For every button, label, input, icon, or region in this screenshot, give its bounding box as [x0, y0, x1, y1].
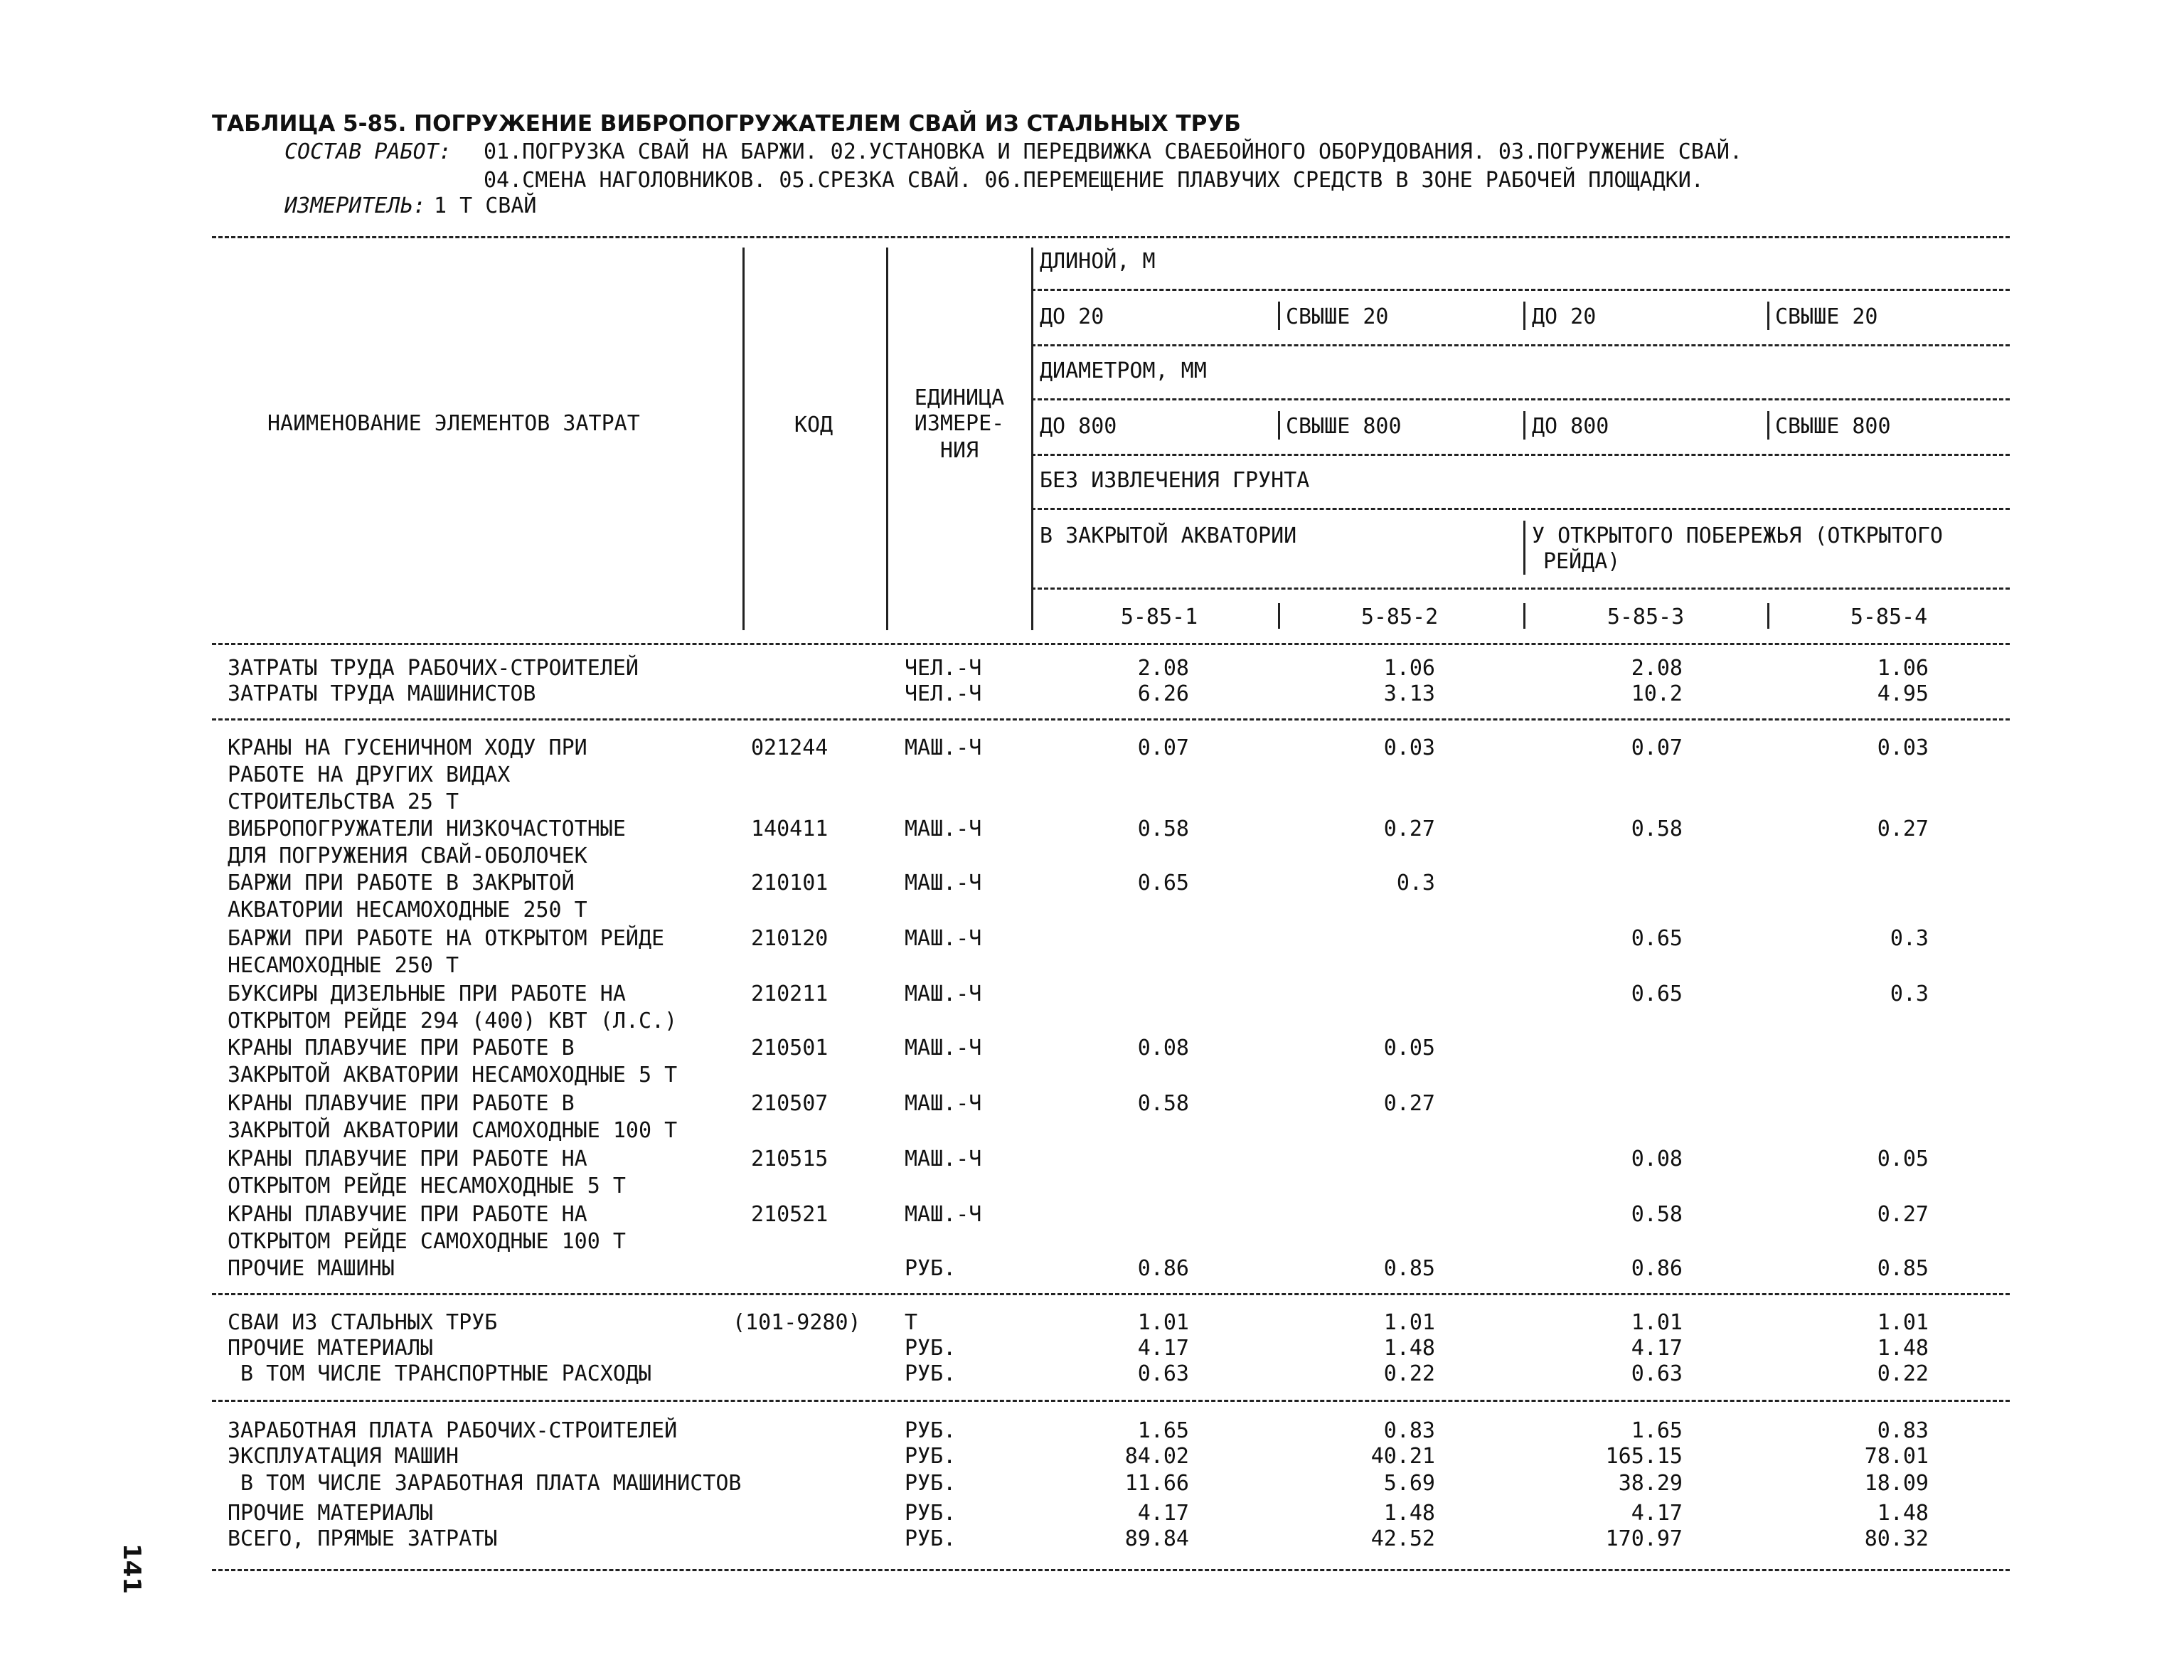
row-name: ЗАРАБОТНАЯ ПЛАТА РАБОЧИХ-СТРОИТЕЛЕЙ	[228, 1418, 678, 1443]
rule-top	[212, 236, 2010, 238]
header-diameter-col-3: ДО 800	[1532, 414, 1609, 439]
row-code: 210101	[751, 871, 829, 895]
row-unit: МАШ.-Ч	[905, 926, 982, 951]
row-name: БАРЖИ ПРИ РАБОТЕ В ЗАКРЫТОЙ	[228, 871, 575, 895]
row-name: КРАНЫ НА ГУСЕНИЧНОМ ХОДУ ПРИ	[228, 735, 587, 760]
row-value: 0.83	[1877, 1418, 1929, 1443]
row-unit: МАШ.-Ч	[905, 1202, 982, 1227]
row-value: 40.21	[1370, 1444, 1435, 1469]
header-unit-2: ИЗМЕРЕ-	[914, 411, 1005, 436]
row-value: 1.01	[1877, 1310, 1929, 1335]
row-value: 4.17	[1631, 1336, 1683, 1361]
row-value: 0.83	[1383, 1418, 1435, 1443]
row-value: 0.86	[1137, 1256, 1189, 1281]
row-code: 210507	[751, 1091, 829, 1116]
row-value: 1.06	[1877, 656, 1929, 681]
row-value: 4.17	[1631, 1501, 1683, 1526]
row-value: 0.08	[1631, 1147, 1683, 1171]
vbar-open	[1523, 521, 1525, 575]
vbar-name-code	[742, 248, 745, 630]
row-value: 1.48	[1877, 1501, 1929, 1526]
row-value: 1.06	[1383, 656, 1435, 681]
rule-h2	[1031, 344, 2010, 346]
header-unit-1: ЕДИНИЦА	[914, 386, 1005, 410]
table-title: ТАБЛИЦА 5-85. ПОГРУЖЕНИЕ ВИБРОПОГРУЖАТЕЛЕМ СВАЙ ИЗ СТАЛЬНЫХ ТРУБ	[212, 111, 1241, 137]
vbar-dia-3	[1523, 411, 1525, 440]
row-value: 0.27	[1877, 1202, 1929, 1227]
row-value: 6.26	[1137, 681, 1189, 706]
row-value: 4.17	[1137, 1501, 1189, 1526]
row-unit: РУБ.	[905, 1471, 957, 1496]
row-name: ЭКСПЛУАТАЦИЯ МАШИН	[228, 1444, 459, 1469]
row-value: 0.05	[1877, 1147, 1929, 1171]
header-closed: В ЗАКРЫТОЙ АКВАТОРИИ	[1040, 523, 1297, 548]
row-value: 84.02	[1124, 1444, 1189, 1469]
row-unit: РУБ.	[905, 1526, 957, 1551]
measure-value: 1 Т СВАЙ	[434, 193, 537, 218]
row-value: 1.01	[1631, 1310, 1683, 1335]
row-value: 18.09	[1864, 1471, 1929, 1496]
row-value: 0.85	[1877, 1256, 1929, 1281]
work-label: СОСТАВ РАБОТ:	[284, 139, 452, 164]
row-value: 0.27	[1383, 817, 1435, 841]
row-name: ОТКРЫТОМ РЕЙДЕ САМОХОДНЫЕ 100 Т	[228, 1229, 626, 1254]
row-name: ЗАКРЫТОЙ АКВАТОРИИ САМОХОДНЫЕ 100 Т	[228, 1118, 678, 1143]
header-code-col-4: 5-85-4	[1850, 605, 1928, 629]
row-name: ДЛЯ ПОГРУЖЕНИЯ СВАЙ-ОБОЛОЧЕК	[228, 844, 587, 868]
row-code: 140411	[751, 817, 829, 841]
row-value: 10.2	[1631, 681, 1683, 706]
row-code: 021244	[751, 735, 829, 760]
row-name: БАРЖИ ПРИ РАБОТЕ НА ОТКРЫТОМ РЕЙДЕ	[228, 926, 665, 951]
row-value: 2.08	[1137, 656, 1189, 681]
row-value: 0.58	[1631, 1202, 1683, 1227]
row-unit: МАШ.-Ч	[905, 817, 982, 841]
page-number: 141	[117, 1543, 146, 1594]
row-code: 210515	[751, 1147, 829, 1171]
row-value: 0.65	[1137, 871, 1189, 895]
row-value: 0.65	[1631, 982, 1683, 1006]
row-name: КРАНЫ ПЛАВУЧИЕ ПРИ РАБОТЕ НА	[228, 1147, 587, 1171]
row-value: 38.29	[1618, 1471, 1683, 1496]
row-name: ЗАТРАТЫ ТРУДА МАШИНИСТОВ	[228, 681, 536, 706]
row-value: 0.22	[1383, 1361, 1435, 1386]
row-code: 210521	[751, 1202, 829, 1227]
row-name: ПРОЧИЕ МАШИНЫ	[228, 1256, 395, 1281]
row-value: 0.07	[1137, 735, 1189, 760]
row-value: 0.03	[1383, 735, 1435, 760]
row-value: 0.03	[1877, 735, 1929, 760]
row-value: 1.48	[1383, 1336, 1435, 1361]
row-name: СВАИ ИЗ СТАЛЬНЫХ ТРУБ	[228, 1310, 498, 1335]
row-unit: РУБ.	[905, 1361, 957, 1386]
header-length-col-3: ДО 20	[1532, 304, 1597, 329]
row-value: 11.66	[1124, 1471, 1189, 1496]
row-value: 0.58	[1137, 817, 1189, 841]
row-name: СТРОИТЕЛЬСТВА 25 Т	[228, 790, 459, 814]
row-value: 1.48	[1383, 1501, 1435, 1526]
row-name: РАБОТЕ НА ДРУГИХ ВИДАХ	[228, 762, 511, 787]
header-code-col-1: 5-85-1	[1120, 605, 1198, 629]
rule-bottom	[212, 1569, 2010, 1571]
row-name: В ТОМ ЧИСЛЕ ЗАРАБОТНАЯ ПЛАТА МАШИНИСТОВ	[228, 1471, 742, 1496]
row-value: 0.3	[1396, 871, 1435, 895]
row-value: 0.65	[1631, 926, 1683, 951]
header-unit-3: НИЯ	[939, 438, 979, 463]
row-value: 165.15	[1605, 1444, 1683, 1469]
vbar-code-4	[1767, 603, 1769, 629]
header-length-col-2: СВЫШЕ 20	[1286, 304, 1389, 329]
row-unit: ЧЕЛ.-Ч	[905, 681, 982, 706]
row-value: 1.65	[1137, 1418, 1189, 1443]
row-name: КРАНЫ ПЛАВУЧИЕ ПРИ РАБОТЕ НА	[228, 1202, 587, 1227]
row-code: 210211	[751, 982, 829, 1006]
work-line-2: 04.СМЕНА НАГОЛОВНИКОВ. 05.СРЕЗКА СВАЙ. 06.ПЕРЕМЕЩЕНИЕ ПЛАВУЧИХ СРЕДСТВ В ЗОНЕ РАБОЧЕЙ ПЛОЩАДКИ.	[484, 168, 1704, 193]
row-value: 4.17	[1137, 1336, 1189, 1361]
row-unit: РУБ.	[905, 1444, 957, 1469]
rule-labor-bottom	[212, 718, 2010, 721]
row-value: 3.13	[1383, 681, 1435, 706]
header-diameter-col-4: СВЫШЕ 800	[1775, 414, 1891, 439]
row-unit: МАШ.-Ч	[905, 735, 982, 760]
row-code: 210501	[751, 1036, 829, 1060]
row-value: 0.86	[1631, 1256, 1683, 1281]
row-code: 210120	[751, 926, 829, 951]
row-value: 0.27	[1877, 817, 1929, 841]
rule-h4	[1031, 454, 2010, 456]
row-name: КРАНЫ ПЛАВУЧИЕ ПРИ РАБОТЕ В	[228, 1036, 575, 1060]
row-value: 0.3	[1890, 926, 1929, 951]
row-value: 42.52	[1370, 1526, 1435, 1551]
header-code: КОД	[794, 413, 833, 437]
row-value: 0.08	[1137, 1036, 1189, 1060]
row-value: 80.32	[1864, 1526, 1929, 1551]
row-unit: РУБ.	[905, 1418, 957, 1443]
vbar-len-4	[1767, 302, 1769, 330]
rule-materials-bottom	[212, 1400, 2010, 1402]
row-value: 0.3	[1890, 982, 1929, 1006]
row-unit: МАШ.-Ч	[905, 871, 982, 895]
row-value: 0.58	[1137, 1091, 1189, 1116]
row-value: 0.05	[1383, 1036, 1435, 1060]
vbar-code-3	[1523, 603, 1525, 629]
work-line-1: 01.ПОГРУЗКА СВАЙ НА БАРЖИ. 02.УСТАНОВКА И ПЕРЕДВИЖКА СВАЕБОЙНОГО ОБОРУДОВАНИЯ. 03.ПОГРУЖЕНИЕ СВАЙ.	[484, 139, 1743, 164]
row-unit: ЧЕЛ.-Ч	[905, 656, 982, 681]
header-open-2: РЕЙДА)	[1543, 549, 1621, 574]
row-value: 0.63	[1137, 1361, 1189, 1386]
header-length-col-4: СВЫШЕ 20	[1775, 304, 1878, 329]
row-name: АКВАТОРИИ НЕСАМОХОДНЫЕ 250 Т	[228, 898, 587, 923]
vbar-dia-4	[1767, 411, 1769, 440]
row-value: 0.63	[1631, 1361, 1683, 1386]
row-name: В ТОМ ЧИСЛЕ ТРАНСПОРТНЫЕ РАСХОДЫ	[228, 1361, 652, 1386]
row-name: ПРОЧИЕ МАТЕРИАЛЫ	[228, 1501, 433, 1526]
row-value: 0.22	[1877, 1361, 1929, 1386]
vbar-dia-2	[1278, 411, 1280, 440]
row-value: 0.58	[1631, 817, 1683, 841]
row-unit: РУБ.	[905, 1256, 957, 1281]
vbar-len-2	[1278, 302, 1280, 330]
row-value: 1.01	[1383, 1310, 1435, 1335]
row-unit: МАШ.-Ч	[905, 982, 982, 1006]
vbar-code-2	[1278, 603, 1280, 629]
row-value: 1.65	[1631, 1418, 1683, 1443]
row-name: ОТКРЫТОМ РЕЙДЕ НЕСАМОХОДНЫЕ 5 Т	[228, 1174, 626, 1198]
header-diameter: ДИАМЕТРОМ, ММ	[1040, 358, 1207, 383]
row-unit: РУБ.	[905, 1336, 957, 1361]
header-code-col-2: 5-85-2	[1360, 605, 1439, 629]
row-value: 0.27	[1383, 1091, 1435, 1116]
rule-machines-bottom	[212, 1293, 2010, 1295]
rule-h5	[1031, 508, 2010, 510]
header-name: НАИМЕНОВАНИЕ ЭЛЕМЕНТОВ ЗАТРАТ	[267, 411, 640, 436]
row-name: НЕСАМОХОДНЫЕ 250 Т	[228, 953, 459, 978]
row-value: 89.84	[1124, 1526, 1189, 1551]
header-soil: БЕЗ ИЗВЛЕЧЕНИЯ ГРУНТА	[1040, 468, 1310, 493]
vbar-len-3	[1523, 302, 1525, 330]
row-unit: МАШ.-Ч	[905, 1091, 982, 1116]
row-value: 2.08	[1631, 656, 1683, 681]
row-name: ЗАКРЫТОЙ АКВАТОРИИ НЕСАМОХОДНЫЕ 5 Т	[228, 1063, 678, 1088]
header-length: ДЛИНОЙ, М	[1040, 249, 1156, 274]
vbar-unit-values	[1031, 248, 1033, 630]
measure-label: ИЗМЕРИТЕЛЬ:	[284, 193, 426, 218]
header-diameter-col-2: СВЫШЕ 800	[1286, 414, 1402, 439]
row-name: ВИБРОПОГРУЖАТЕЛИ НИЗКОЧАСТОТНЫЕ	[228, 817, 626, 841]
row-code: (101-9280)	[733, 1310, 861, 1335]
row-name: ОТКРЫТОМ РЕЙДЕ 294 (400) КВТ (Л.С.)	[228, 1009, 678, 1033]
row-value: 0.85	[1383, 1256, 1435, 1281]
header-length-col-1: ДО 20	[1040, 304, 1104, 329]
row-unit: МАШ.-Ч	[905, 1036, 982, 1060]
rule-header-bottom	[212, 643, 2010, 645]
rule-h1	[1031, 289, 2010, 291]
header-open-1: У ОТКРЫТОГО ПОБЕРЕЖЬЯ (ОТКРЫТОГО	[1532, 523, 1943, 548]
row-name: КРАНЫ ПЛАВУЧИЕ ПРИ РАБОТЕ В	[228, 1091, 575, 1116]
row-name: ВСЕГО, ПРЯМЫЕ ЗАТРАТЫ	[228, 1526, 498, 1551]
row-value: 4.95	[1877, 681, 1929, 706]
row-value: 78.01	[1864, 1444, 1929, 1469]
row-value: 5.69	[1383, 1471, 1435, 1496]
row-name: ЗАТРАТЫ ТРУДА РАБОЧИХ-СТРОИТЕЛЕЙ	[228, 656, 639, 681]
row-value: 0.07	[1631, 735, 1683, 760]
vbar-code-unit	[886, 248, 888, 630]
row-value: 1.48	[1877, 1336, 1929, 1361]
row-name: БУКСИРЫ ДИЗЕЛЬНЫЕ ПРИ РАБОТЕ НА	[228, 982, 626, 1006]
row-unit: РУБ.	[905, 1501, 957, 1526]
header-code-col-3: 5-85-3	[1607, 605, 1685, 629]
row-value: 170.97	[1605, 1526, 1683, 1551]
row-value: 1.01	[1137, 1310, 1189, 1335]
row-name: ПРОЧИЕ МАТЕРИАЛЫ	[228, 1336, 433, 1361]
rule-h6	[1031, 588, 2010, 590]
header-diameter-col-1: ДО 800	[1040, 414, 1117, 439]
row-unit: МАШ.-Ч	[905, 1147, 982, 1171]
rule-h3	[1031, 398, 2010, 400]
row-unit: Т	[905, 1310, 918, 1335]
